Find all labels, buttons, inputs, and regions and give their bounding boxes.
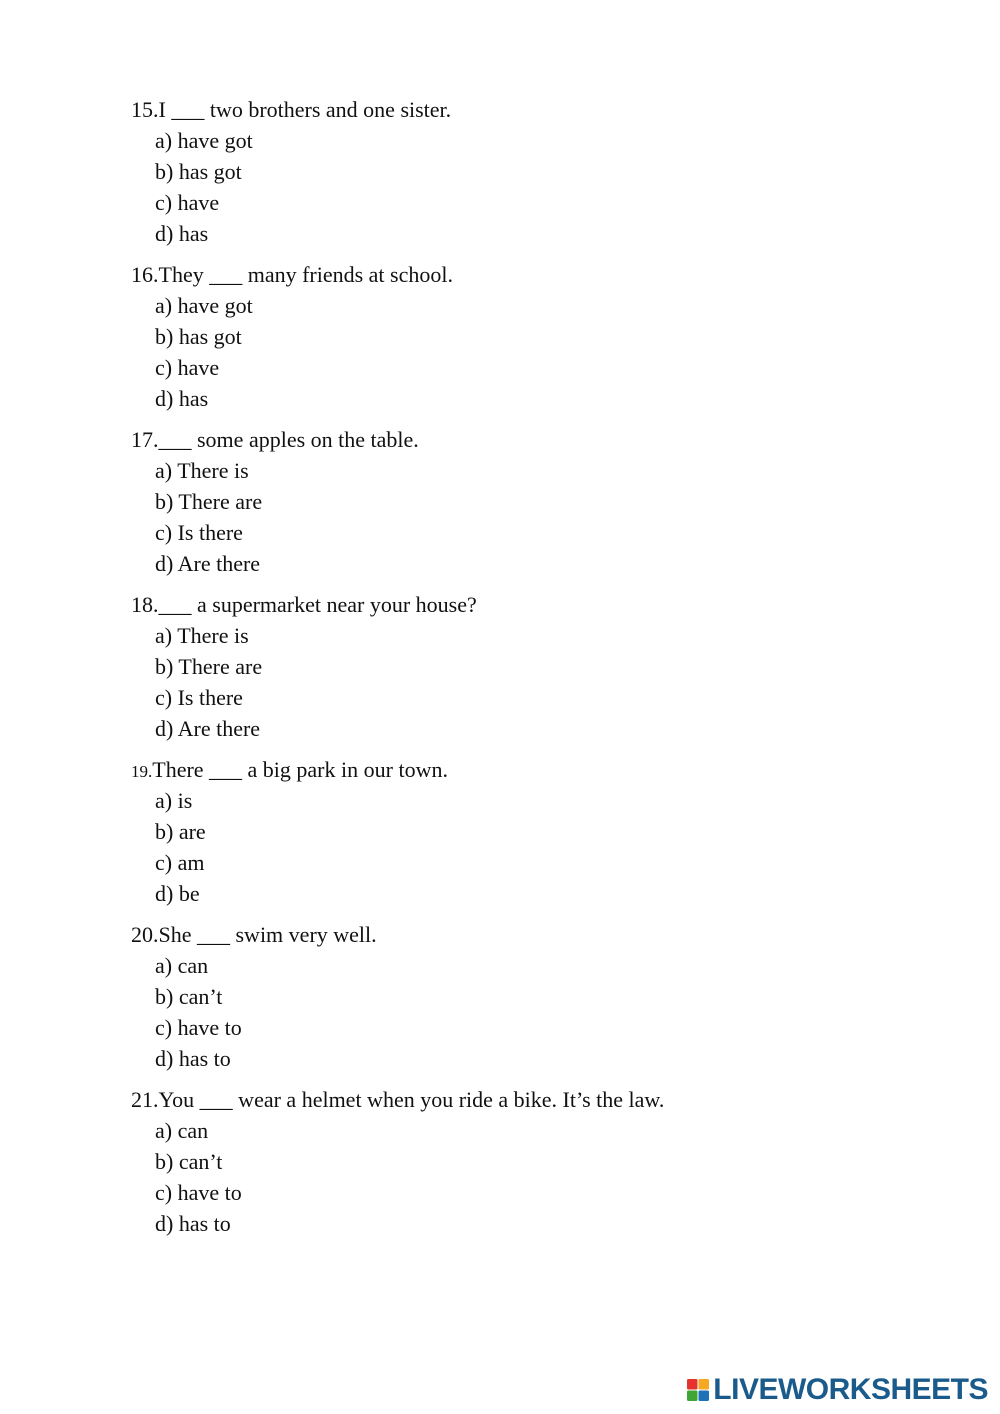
answer-option-d[interactable]: d) has [155,386,209,411]
answer-option-d[interactable]: d) has to [155,1211,231,1236]
question-19 [131,754,891,909]
question-stem [131,919,891,950]
answer-option-c[interactable]: c) am [155,850,205,875]
answer-option-c[interactable]: c) have to [155,1180,242,1205]
question-number: 16. [131,262,159,287]
answer-option-b[interactable]: b) can’t [155,1149,223,1174]
question-18 [131,589,891,744]
question-text: You ___ wear a helmet when you ride a bike. It’s the law. [158,1087,665,1112]
question-number: 19. [131,762,153,781]
answer-option-d[interactable]: d) Are there [155,551,261,576]
question-number: 17. [131,427,159,452]
answer-option-b[interactable]: b) can’t [155,984,223,1009]
logo-tile-e [699,1391,710,1402]
question-number: 21. [131,1087,159,1112]
answer-option-a[interactable]: a) have got [155,293,253,318]
liveworksheets-brand[interactable] [687,1372,988,1408]
answer-option-c[interactable]: c) have to [155,1015,242,1040]
answer-option-a[interactable]: a) have got [155,128,253,153]
question-16 [131,259,891,414]
question-stem [131,94,891,125]
question-20 [131,919,891,1074]
worksheet-body [131,94,891,1249]
answer-option-a[interactable]: a) can [155,953,209,978]
question-stem [131,1084,891,1115]
answer-option-a[interactable]: a) There is [155,458,249,483]
answer-option-b[interactable]: b) are [155,819,206,844]
answer-option-a[interactable]: a) is [155,788,193,813]
answer-option-a[interactable]: a) There is [155,623,249,648]
question-text: I ___ two brothers and one sister. [158,97,452,122]
question-stem [131,589,891,620]
answer-option-b[interactable]: b) has got [155,324,242,349]
question-text: They ___ many friends at school. [158,262,453,287]
question-stem [131,754,891,785]
logo-tile-v [687,1391,698,1402]
question-stem [131,424,891,455]
question-text: She ___ swim very well. [158,922,377,947]
answer-option-b[interactable]: b) There are [155,654,263,679]
question-17 [131,424,891,579]
answer-option-d[interactable]: d) Are there [155,716,261,741]
question-text: ___ a supermarket near your house? [158,592,477,617]
answer-option-d[interactable]: d) has to [155,1046,231,1071]
brand-text: LIVEWORKSHEETS [713,1373,988,1406]
question-text: There ___ a big park in our town. [152,757,448,782]
question-15 [131,94,891,249]
answer-option-d[interactable]: d) be [155,881,200,906]
answer-option-c[interactable]: c) Is there [155,520,243,545]
question-text: ___ some apples on the table. [158,427,419,452]
logo-tile-l [687,1379,698,1390]
question-number: 18. [131,592,159,617]
question-number: 20. [131,922,159,947]
answer-option-d[interactable]: d) has [155,221,209,246]
answer-option-c[interactable]: c) Is there [155,685,243,710]
liveworksheets-logo-icon [687,1379,709,1401]
answer-option-b[interactable]: b) has got [155,159,242,184]
answer-option-c[interactable]: c) have [155,190,220,215]
question-21 [131,1084,891,1239]
logo-tile-i [699,1379,710,1390]
answer-option-a[interactable]: a) can [155,1118,209,1143]
question-stem [131,259,891,290]
answer-option-c[interactable]: c) have [155,355,220,380]
answer-option-b[interactable]: b) There are [155,489,263,514]
question-number: 15. [131,97,159,122]
